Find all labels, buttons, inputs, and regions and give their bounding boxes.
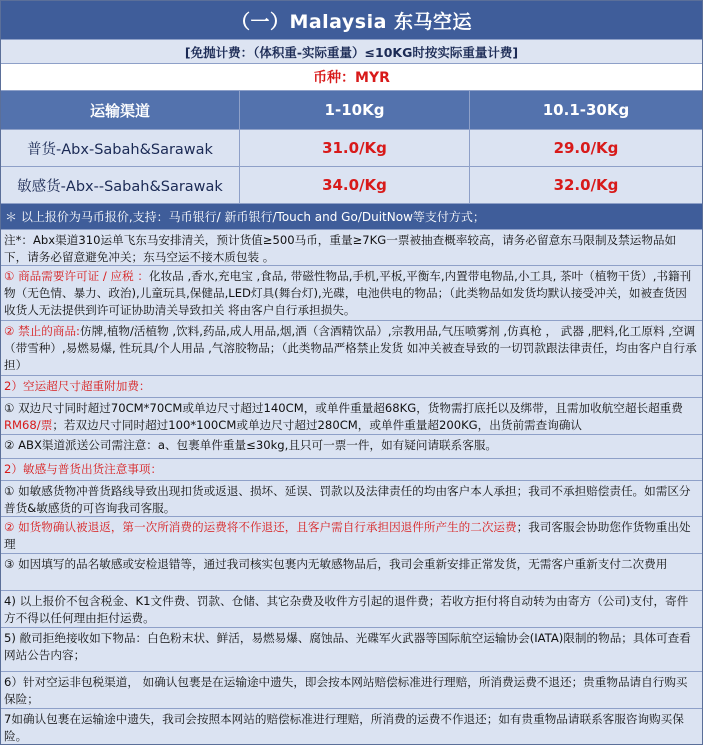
page-title: （一）Malaysia 东马空运 <box>1 1 702 40</box>
payment-note: ＊ 以上报价为马币报价,支持：马币银行/ 新币银行/Touch and Go/DuitNow等支付方式； <box>1 204 702 230</box>
note-refused-items: 5) 敝司拒绝接收如下物品：白色粉末状、鲜活，易燃易爆、腐蚀品、光碟军火武器等国际航空运输协会(IATA)限制的物品；具体可查看网站公告内容； <box>1 628 702 672</box>
rate-table-header <box>1 91 702 130</box>
price-1-10kg: 31.0/Kg <box>240 130 470 166</box>
sensitive-heading: 2）敏感与普货出货注意事项： <box>1 459 702 481</box>
permit-goods-text: 化妆品 ,香水,充电宝 ,食品, 带磁性物品,手机,平板,平衡车,内置带电物品,小工具, 茶叶（植物干货）,书籍刊物（无色情、暴力、政治),儿童玩具,保健品,LED灯具(舞台灯),光碟，电池供电的物品；（此类物品如发货均默认接受冲关，如被查货因收货人无法提供到许可证协助清关导致扣关 将由客户自行承担损失。 <box>4 269 692 317</box>
table-row <box>1 167 702 204</box>
prohibited-text: 仿牌,植物/活植物 ,饮料,药品,成人用品,烟,酒（含酒精饮品）,宗教用品,气压喷雾剂 ,仿真枪 ， 武器 ,肥料,化工原料 ,空调（带雪种）,易燃易爆, 性玩具/个人用品 ,气溶胶物品；（此类物品严格禁止发货 如冲关被查导致的一切罚款跟法律责任，均由客户自行承担） <box>4 324 697 372</box>
note-prohibited-goods <box>1 321 702 376</box>
note-return-fees <box>1 517 702 554</box>
price-1-10kg: 34.0/Kg <box>240 167 470 203</box>
prohibited-heading: ② 禁止的商品: <box>4 324 80 338</box>
note-oversize-fee <box>1 398 702 435</box>
note-loss-claims: 6）针对空运非包税渠道， 如确认包裹是在运输途中遗失，即会按本网站赔偿标准进行理赔，所消费运费不退还；贵重物品请自行购买保险； <box>1 672 702 709</box>
price-10-30kg: 29.0/Kg <box>553 139 619 157</box>
note-sensitive-liability: ① 如敏感货物冲普货路线导致出现扣货或返退、损坏、延误、罚款以及法律责任的均由客户本人承担；我司不承担赔偿责任。如需区分普货&敏感货的可咨询我司客服。 <box>1 481 702 517</box>
note-abx-delivery: ② ABX渠道派送公司需注意：a、包裹单件重量≤30kg,且只可一票一件，如有疑问请联系客服。 <box>1 435 702 459</box>
currency-label: 币种：MYR <box>1 64 702 91</box>
header-channel: 运输渠道 <box>1 91 240 129</box>
return-fee-tail: ；我司客服会协助您作货物重出处理 <box>4 520 691 551</box>
header-range-1: 1-10Kg <box>240 91 470 129</box>
note-permit-goods <box>1 266 702 321</box>
table-row <box>1 130 702 167</box>
note-reshipping: ③ 如因填写的品名敏感或安检退错等，通过我司核实包裹内无敏感物品后，我司会重新安排正常发货，无需客户重新支付二次费用 <box>1 554 702 591</box>
note-insurance: 7如确认包裹在运输途中遗失，我司会按照本网站的赔偿标准进行理赔，所消费的运费不作退还；如有贵重物品请联系客服咨询购买保险。 <box>1 709 702 744</box>
oversize-text: ① 双边尺寸同时超过70CM*70CM或单边尺寸超过140CM，或单件重量超68KG，货物需打底托以及绑带，且需加收航空超长超重费 <box>4 401 683 415</box>
note-abx-customs: 注*：Abx渠道310运单飞东马安排清关，预计货值≥500马币，重量≥7KG一票被抽查概率较高，请务必留意东马限制及禁运物品如下，请务必留意避免冲关；东马空运不接木质包装 。 <box>1 230 702 266</box>
channel-name: 普货-Abx-Sabah&Sarawak <box>1 130 240 166</box>
permit-goods-heading: ① 商品需要许可证 / 应税 ： <box>4 269 149 283</box>
oversize-fee-amount: RM68/票 <box>4 418 53 432</box>
price-10-30kg: 32.0/Kg <box>553 176 619 194</box>
header-range-2: 10.1-30Kg <box>542 101 630 119</box>
note-exclusions: 4) 以上报价不包含税金、K1文件费、罚款、仓储、其它杂费及收件方引起的退件费；若收方拒付将自动转为由寄方（公司)支付，寄件方不得以任何理由拒付运费。 <box>1 591 702 628</box>
billing-rule: [免抛计费：（体积重-实际重量）≤10KG时按实际重量计费] <box>1 40 702 64</box>
return-fee-warning: ② 如货物确认被退返，第一次所消费的运费将不作退还，且客户需自行承担因退件所产生的二次运费 <box>4 520 517 534</box>
oversize-text-tail: ；若双边尺寸同时超过100*100CM或单边尺寸超过280CM，或单件重量超200KG，出货前需查询确认 <box>52 418 583 432</box>
oversize-heading: 2）空运超尺寸超重附加费： <box>1 376 702 398</box>
channel-name: 敏感货-Abx--Sabah&Sarawak <box>1 167 240 203</box>
